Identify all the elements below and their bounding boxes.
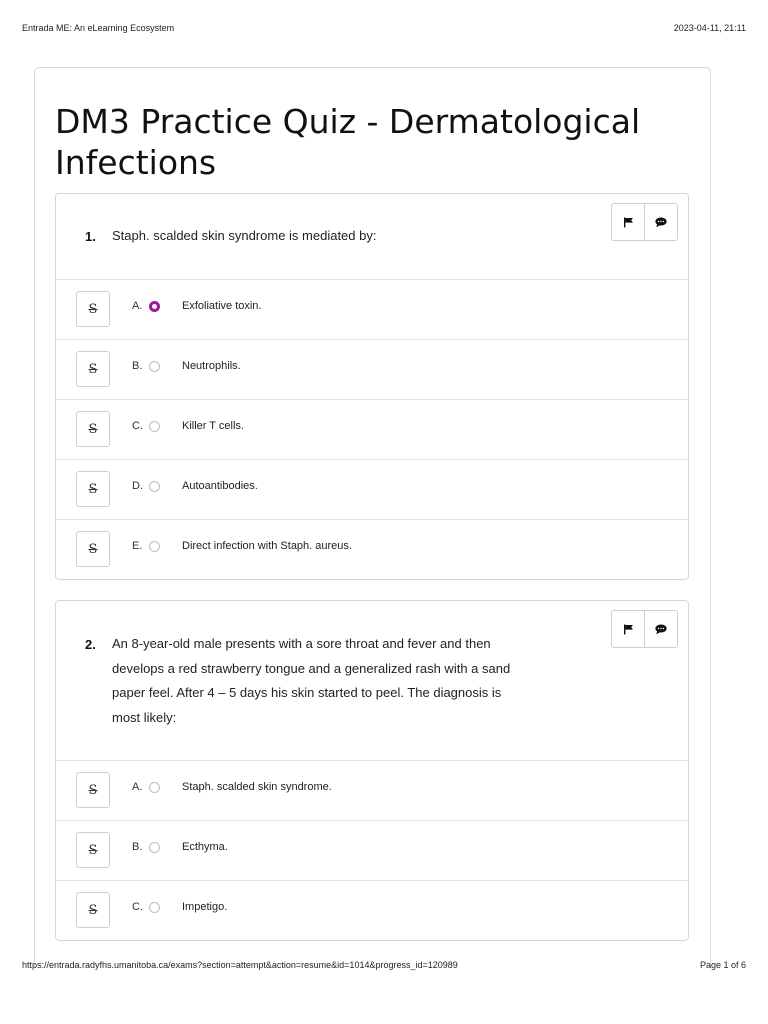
option-letter: E.: [132, 540, 143, 552]
strike-out-button[interactable]: S: [76, 411, 110, 447]
option-text: Neutrophils.: [182, 360, 241, 372]
print-footer: [22, 960, 746, 970]
comment-question-button[interactable]: [644, 204, 677, 240]
strike-out-button[interactable]: S: [76, 892, 110, 928]
quiz-container: [34, 67, 711, 968]
question-header: [56, 194, 688, 279]
option-radio[interactable]: [149, 421, 160, 432]
option-radio[interactable]: [149, 361, 160, 372]
option-text: Impetigo.: [182, 901, 228, 913]
option-text: Staph. scalded skin syndrome.: [182, 781, 332, 793]
option-radio[interactable]: [149, 481, 160, 492]
option-text: Killer T cells.: [182, 420, 244, 432]
quiz-content: [35, 68, 710, 942]
question-actions: [611, 610, 678, 648]
answer-option-a[interactable]: [56, 279, 688, 339]
flag-icon: [623, 624, 634, 635]
site-title: Entrada ME: An eLearning Ecosystem: [22, 23, 175, 33]
strike-out-button[interactable]: S: [76, 832, 110, 868]
option-letter: C.: [132, 420, 143, 432]
option-radio[interactable]: [149, 541, 160, 552]
flag-question-button[interactable]: [612, 204, 644, 240]
answer-option-e[interactable]: [56, 519, 688, 579]
option-text: Direct infection with Staph. aureus.: [182, 540, 352, 552]
option-radio[interactable]: [149, 902, 160, 913]
option-text: Ecthyma.: [182, 841, 228, 853]
question-actions: [611, 203, 678, 241]
option-letter: A.: [132, 781, 143, 793]
option-text: Autoantibodies.: [182, 480, 258, 492]
question-number: 1.: [85, 229, 96, 244]
question-header: [56, 601, 688, 760]
strike-out-button[interactable]: S: [76, 471, 110, 507]
option-letter: B.: [132, 360, 143, 372]
strike-out-button[interactable]: S: [76, 772, 110, 808]
option-radio[interactable]: [149, 782, 160, 793]
strike-out-button[interactable]: S: [76, 351, 110, 387]
answer-option-a[interactable]: [56, 760, 688, 820]
answer-option-d[interactable]: [56, 459, 688, 519]
flag-question-button[interactable]: [612, 611, 644, 647]
page-url: https://entrada.radyfhs.umanitoba.ca/exams?section=attempt&action=resume&id=1014&progress_id=120989: [22, 960, 458, 970]
option-radio[interactable]: [149, 842, 160, 853]
question-card-2: [55, 600, 689, 941]
option-radio-selected[interactable]: [149, 301, 160, 312]
option-letter: B.: [132, 841, 143, 853]
comment-question-button[interactable]: [644, 611, 677, 647]
option-letter: A.: [132, 300, 143, 312]
strike-out-button[interactable]: S: [76, 291, 110, 327]
question-card-1: [55, 193, 689, 580]
answer-option-c[interactable]: [56, 880, 688, 940]
option-text: Exfoliative toxin.: [182, 300, 262, 312]
flag-icon: [623, 217, 634, 228]
answer-option-b[interactable]: [56, 820, 688, 880]
option-letter: C.: [132, 901, 143, 913]
answer-option-b[interactable]: [56, 339, 688, 399]
strike-out-button[interactable]: S: [76, 531, 110, 567]
question-number: 2.: [85, 637, 96, 652]
question-text: An 8-year-old male presents with a sore throat and fever and then develops a red strawberry tongue and a generalized rash with a sand paper feel. After 4 – 5 days his skin started to peel. The diagnosis is most likely:: [112, 636, 511, 725]
print-timestamp: 2023-04-11, 21:11: [673, 23, 746, 33]
print-header: [22, 23, 746, 37]
comment-icon: [655, 217, 667, 228]
option-letter: D.: [132, 480, 143, 492]
answer-option-c[interactable]: [56, 399, 688, 459]
question-text: Staph. scalded skin syndrome is mediated by:: [112, 228, 377, 243]
page-number: Page 1 of 6: [699, 960, 746, 970]
comment-icon: [655, 624, 667, 635]
page-title: DM3 Practice Quiz - Dermatological Infections: [55, 102, 641, 182]
